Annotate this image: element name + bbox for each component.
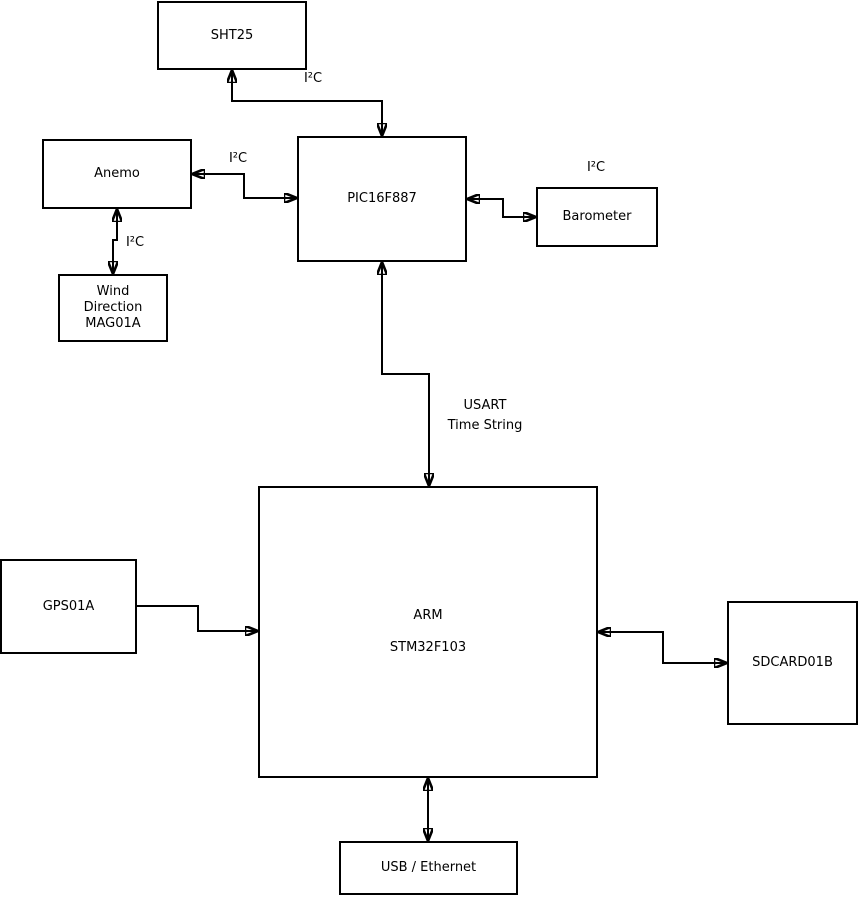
connector-pic-anemo — [192, 174, 297, 198]
block-anemo — [42, 139, 192, 209]
block-sht25-label: SHT25 — [210, 27, 254, 43]
block-anemo-label: Anemo — [94, 166, 140, 181]
connector-gps-arm — [137, 606, 258, 631]
bus-label-wind-i2c: I²C — [125, 235, 145, 250]
block-wind-direction-label-line3: MAG01A — [85, 316, 141, 331]
block-pic16f887 — [297, 136, 467, 262]
block-usb-ethernet-label: USB / Ethernet — [380, 860, 477, 875]
block-barometer-label: Barometer — [562, 209, 632, 224]
block-usb-ethernet — [339, 841, 518, 895]
block-arm-label-line2: STM32F103 — [389, 640, 467, 655]
connector-pic-barometer — [467, 199, 536, 217]
bus-label-usart-time-string — [415, 396, 555, 436]
block-wind-direction — [58, 274, 168, 342]
block-barometer — [536, 187, 658, 247]
bus-label-usart-line1: USART — [463, 398, 507, 413]
block-wind-direction-label-line2: Direction — [83, 300, 143, 315]
bus-label-barometer-i2c: I²C — [586, 160, 606, 175]
block-gps01a — [0, 559, 137, 654]
block-arm-stm32f103 — [258, 486, 598, 778]
block-wind-direction-label-line1: Wind — [96, 284, 130, 299]
block-gps01a-label: GPS01A — [42, 598, 95, 614]
bus-label-anemo-i2c: I²C — [228, 151, 248, 166]
connector-pic-arm-usart — [382, 262, 429, 486]
block-sdcard01b-label: SDCARD01B — [752, 655, 833, 670]
block-sdcard01b — [727, 601, 858, 725]
bus-label-usart-line2: Time String — [447, 418, 523, 433]
block-pic16f887-label: PIC16F887 — [347, 191, 417, 206]
bus-label-sht25-i2c: I²C — [303, 71, 323, 86]
block-sht25 — [157, 1, 307, 70]
block-arm-label-line1: ARM — [413, 608, 443, 623]
connector-arm-sdcard — [598, 632, 727, 663]
